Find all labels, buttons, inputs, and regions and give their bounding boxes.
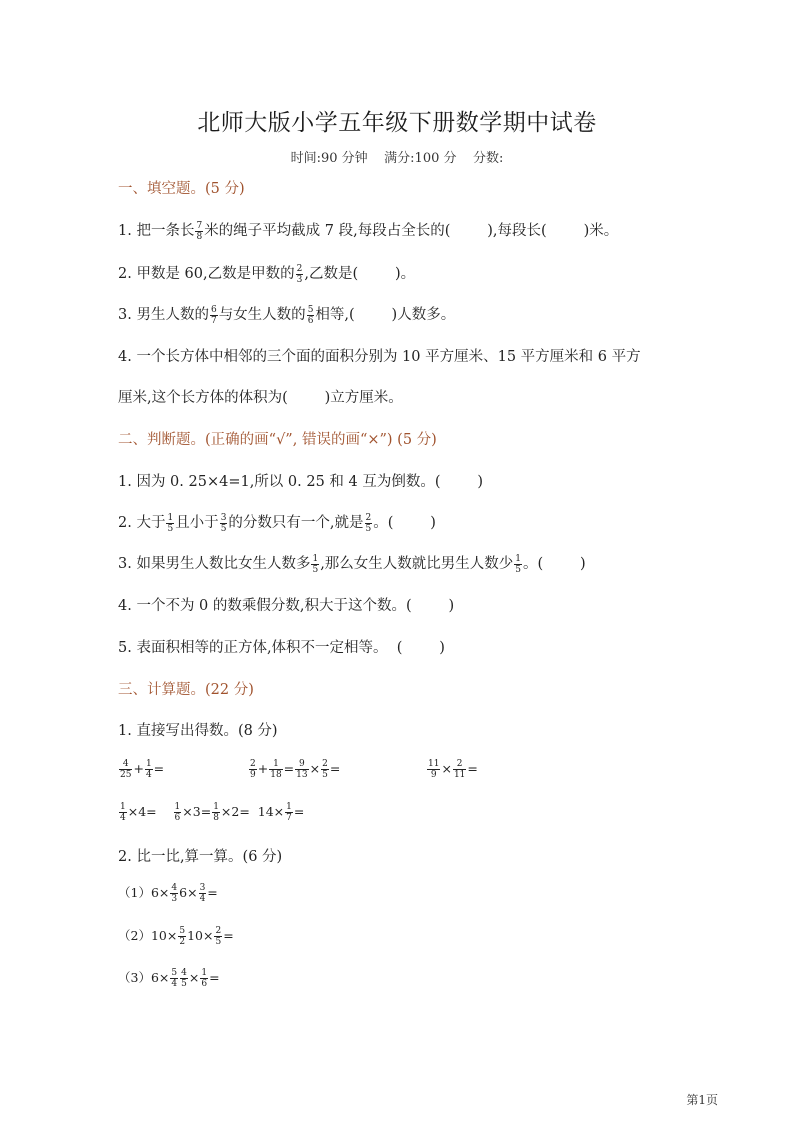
question-judge-3: 3. 如果男生人数比女生人数多 $\frac{1}{5}$ ,那么女生人数就比男生人数少 $\frac{1}{5}$ 。( ) <box>118 553 586 575</box>
calc-part-1-label: 1. 直接写出得数。(8 分) <box>118 723 278 739</box>
fraction: $\frac{4}{5}$ <box>181 968 187 989</box>
page-title: 北师大版小学五年级下册数学期中试卷 <box>197 110 597 136</box>
fraction: $\frac{2}{3}$ <box>296 263 303 285</box>
question-judge-5: 5. 表面积相等的正方体,体积不一定相等。 ( ) <box>118 640 445 656</box>
exam-info: 时间:90 分钟 满分:100 分 分数: <box>290 151 504 166</box>
fraction: $\frac{1}{4}$ <box>120 802 126 823</box>
fraction: $\frac{5}{4}$ <box>171 968 178 989</box>
fraction: $\frac{3}{5}$ <box>220 512 227 534</box>
section-heading-fill: 一、填空题。(5 分) <box>118 181 245 197</box>
compare-calc-3: （3）6× $\frac{5}{4}$ $\frac{4}{5}$ × $\frac{1}{6}$ = <box>118 968 220 989</box>
fraction: $\frac{2}{5}$ <box>215 926 222 947</box>
fraction: $\frac{3}{4}$ <box>199 883 206 904</box>
compare-calc-1: （1）6× $\frac{4}{3}$ 6× $\frac{3}{4}$ = <box>118 883 218 904</box>
question-fill-2: 2. 甲数是 60,乙数是甲数的 $\frac{2}{3}$ ,乙数是( )。 <box>118 263 416 285</box>
calc-item-2: $\frac{2}{9}$ + $\frac{1}{18}$ = $\frac{9}{13}$ × $\frac{2}{5}$ = <box>250 759 341 780</box>
section-heading-calc: 三、计算题。(22 分) <box>118 682 254 698</box>
question-judge-4: 4. 一个不为 0 的数乘假分数,积大于这个数。( ) <box>118 598 455 614</box>
question-fill-1: 1. 把一条长 $\frac{7}{8}$ 米的绳子平均截成 7 段,每段占全长的( ),每段长( )米。 <box>118 220 619 242</box>
fraction: $\frac{2}{9}$ <box>250 759 256 780</box>
calc-item-1: $\frac{4}{25}$ + $\frac{1}{4}$ = <box>120 759 165 780</box>
fraction: $\frac{1}{18}$ <box>270 759 282 780</box>
fraction: $\frac{11}{9}$ <box>428 759 440 780</box>
fraction: $\frac{1}{8}$ <box>213 802 219 823</box>
fraction: $\frac{1}{5}$ <box>515 553 522 575</box>
fraction: $\frac{2}{11}$ <box>453 759 466 780</box>
question-fill-3: 3. 男生人数的 $\frac{6}{7}$ 与女生人数的 $\frac{5}{6}$ 相等,( )人数多。 <box>118 304 456 326</box>
fraction: $\frac{7}{8}$ <box>196 220 203 242</box>
fraction: $\frac{5}{2}$ <box>179 926 186 947</box>
fraction: $\frac{2}{5}$ <box>322 759 328 780</box>
fraction: $\frac{1}{4}$ <box>145 759 152 780</box>
compare-calc-2: （2）10× $\frac{5}{2}$ 10× $\frac{2}{5}$ = <box>118 926 234 947</box>
fraction: $\frac{1}{7}$ <box>286 802 292 823</box>
fraction: $\frac{1}{6}$ <box>174 802 181 823</box>
page-number: 第1页 <box>686 1093 718 1107</box>
calc-item-3: $\frac{11}{9}$ × $\frac{2}{11}$ = <box>428 759 478 780</box>
fraction: $\frac{1}{5}$ <box>167 512 174 534</box>
question-fill-4-line1: 4. 一个长方体中相邻的三个面的面积分别为 10 平方厘米、15 平方厘米和 6 平方 <box>118 349 641 365</box>
fraction: $\frac{2}{5}$ <box>365 512 372 534</box>
fraction: $\frac{6}{7}$ <box>210 304 217 326</box>
calc-part-2-label: 2. 比一比,算一算。(6 分) <box>118 849 283 865</box>
fraction: $\frac{9}{13}$ <box>296 759 308 780</box>
calc-row-2: $\frac{1}{4}$ ×4= $\frac{1}{6}$ ×3= $\frac{1}{8}$ ×2= 14× $\frac{1}{7}$ = <box>120 802 305 823</box>
question-judge-2: 2. 大于 $\frac{1}{5}$ 且小于 $\frac{3}{5}$ 的分数只有一个,就是 $\frac{2}{5}$ 。( ) <box>118 512 436 534</box>
fraction: $\frac{5}{6}$ <box>307 304 314 326</box>
question-fill-4-line2: 厘米,这个长方体的体积为( )立方厘米。 <box>118 390 403 406</box>
fraction: $\frac{1}{6}$ <box>201 968 208 989</box>
question-judge-1: 1. 因为 0. 25×4=1,所以 0. 25 和 4 互为倒数。( ) <box>118 474 484 490</box>
fraction: $\frac{1}{5}$ <box>312 553 319 575</box>
fraction: $\frac{4}{3}$ <box>171 883 178 904</box>
fraction: $\frac{4}{25}$ <box>120 759 132 780</box>
section-heading-judge: 二、判断题。(正确的画“√”, 错误的画“×”) (5 分) <box>118 432 437 448</box>
